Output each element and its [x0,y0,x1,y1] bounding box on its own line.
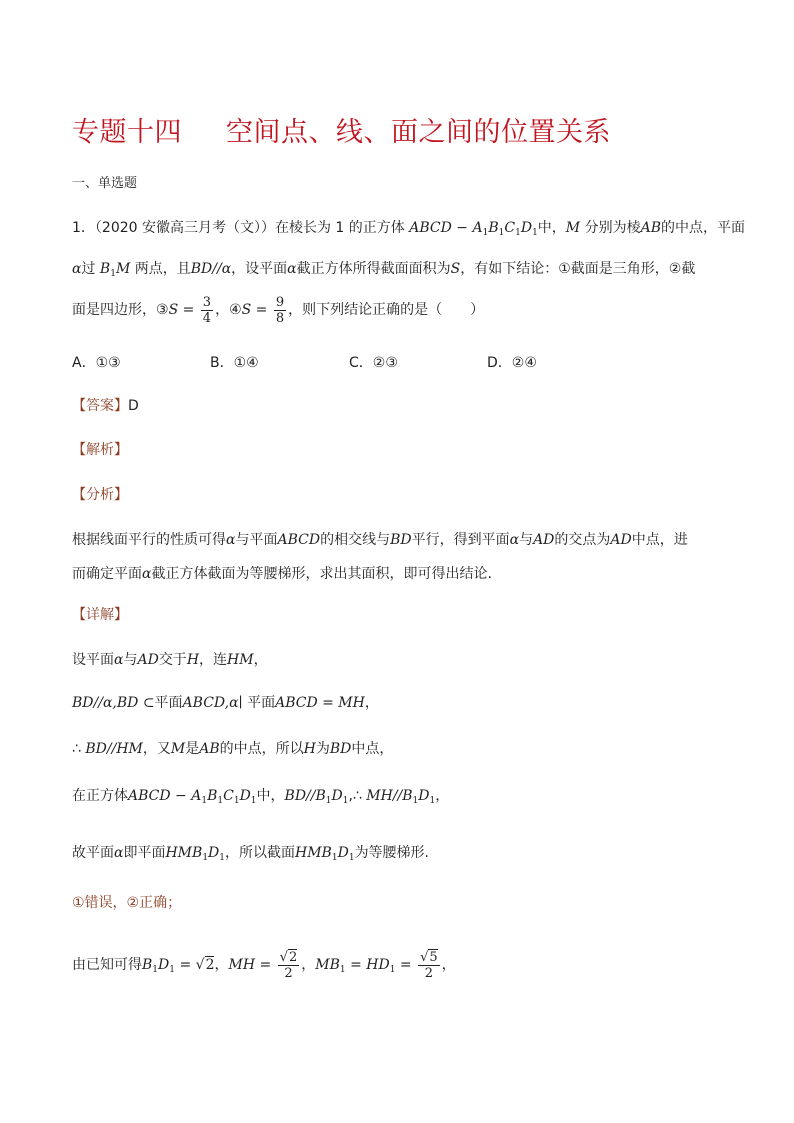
detail-line-2: BD//α,BD ⊂平面ABCD,α∣ 平面ABCD = MH， [72,695,379,711]
page-title [72,110,611,149]
answer-line [72,396,139,416]
question-text: 1．（2020 安徽高三月考（文））在棱长为 1 的正方体 [72,220,405,236]
math-M: M [565,220,581,236]
option-a: A．①③ [72,355,121,371]
option-b: B．①④ [210,355,259,371]
xiangjie-tag: 【详解】 [72,607,128,623]
answer-value: D [128,398,139,414]
fraction-three-quarters: $\frac{3}{4}$ [202,294,212,326]
section-heading: 一、单选题 [72,176,138,191]
fraction-sqrt5-over-2: $\frac{√5}{2}$ [420,949,438,981]
question-line-1: 1．（2020 安徽高三月考（文））在棱长为 1 的正方体 ABCD − $A_1B_1C_1D_1$中，M 分别为棱AB的中点，平面 [72,220,745,238]
sqrt-two: √2 [195,957,215,973]
jiexi-tag: 【解析】 [72,442,128,458]
option-d: D．②④ [487,355,537,371]
option-c: C．②③ [349,355,398,371]
detail-line-5: 故平面α即平面$HMB_1D_1$，所以截面$HMB_1D_1$为等腰梯形. [72,845,430,863]
title-topic-name: 空间点、线、面之间的位置关系 [226,117,611,148]
fraction-sqrt2-over-2: $\frac{√2}{2}$ [279,949,298,981]
answer-tag: 【答案】 [72,398,128,414]
detail-line-4: 在正方体ABCD − $A_1B_1C_1D_1$中，$BD//B_1D_1,\therefore$ $MH//B_1D_1$， [72,788,450,806]
fenxi-tag: 【分析】 [72,487,128,503]
detail-line-1: 设平面α与AD交于H，连HM， [72,652,268,668]
question-line-2: α过 $B_1M$ 两点，且BD//α，设平面α截正方体所得截面面积为S，有如下结论：①截面是三角形，②截 [72,261,696,279]
math-cube: ABCD − $A_1B_1C_1D_1$ [409,220,538,238]
detail-line-6: ①错误，②正确； [72,895,182,911]
detail-line-7: 由已知可得$B_1D_1 = √2$，MH = $\frac{√2}{2}$ ，$MB_1 = HD_1$ = $\frac{√5}{2}$ ， [72,949,456,981]
title-topic-number: 专题十四 [72,117,182,148]
analysis-line-1: 根据线面平行的性质可得α与平面ABCD的相交线与BD平行，得到平面α与AD的交点为AD中点，进 [72,532,688,548]
fraction-nine-eighths: $\frac{9}{8}$ [275,294,285,326]
question-line-3: 面是四边形，③S = $\frac{3}{4}$ ，④S = $\frac{9}{8}$ ，则下列结论正确的是（ ） [72,294,485,326]
detail-line-3: ∴ BD//HM，又M是AB的中点，所以H为BD中点， [72,741,394,757]
analysis-line-2: 而确定平面α截正方体截面为等腰梯形，求出其面积，即可得出结论. [72,566,492,582]
